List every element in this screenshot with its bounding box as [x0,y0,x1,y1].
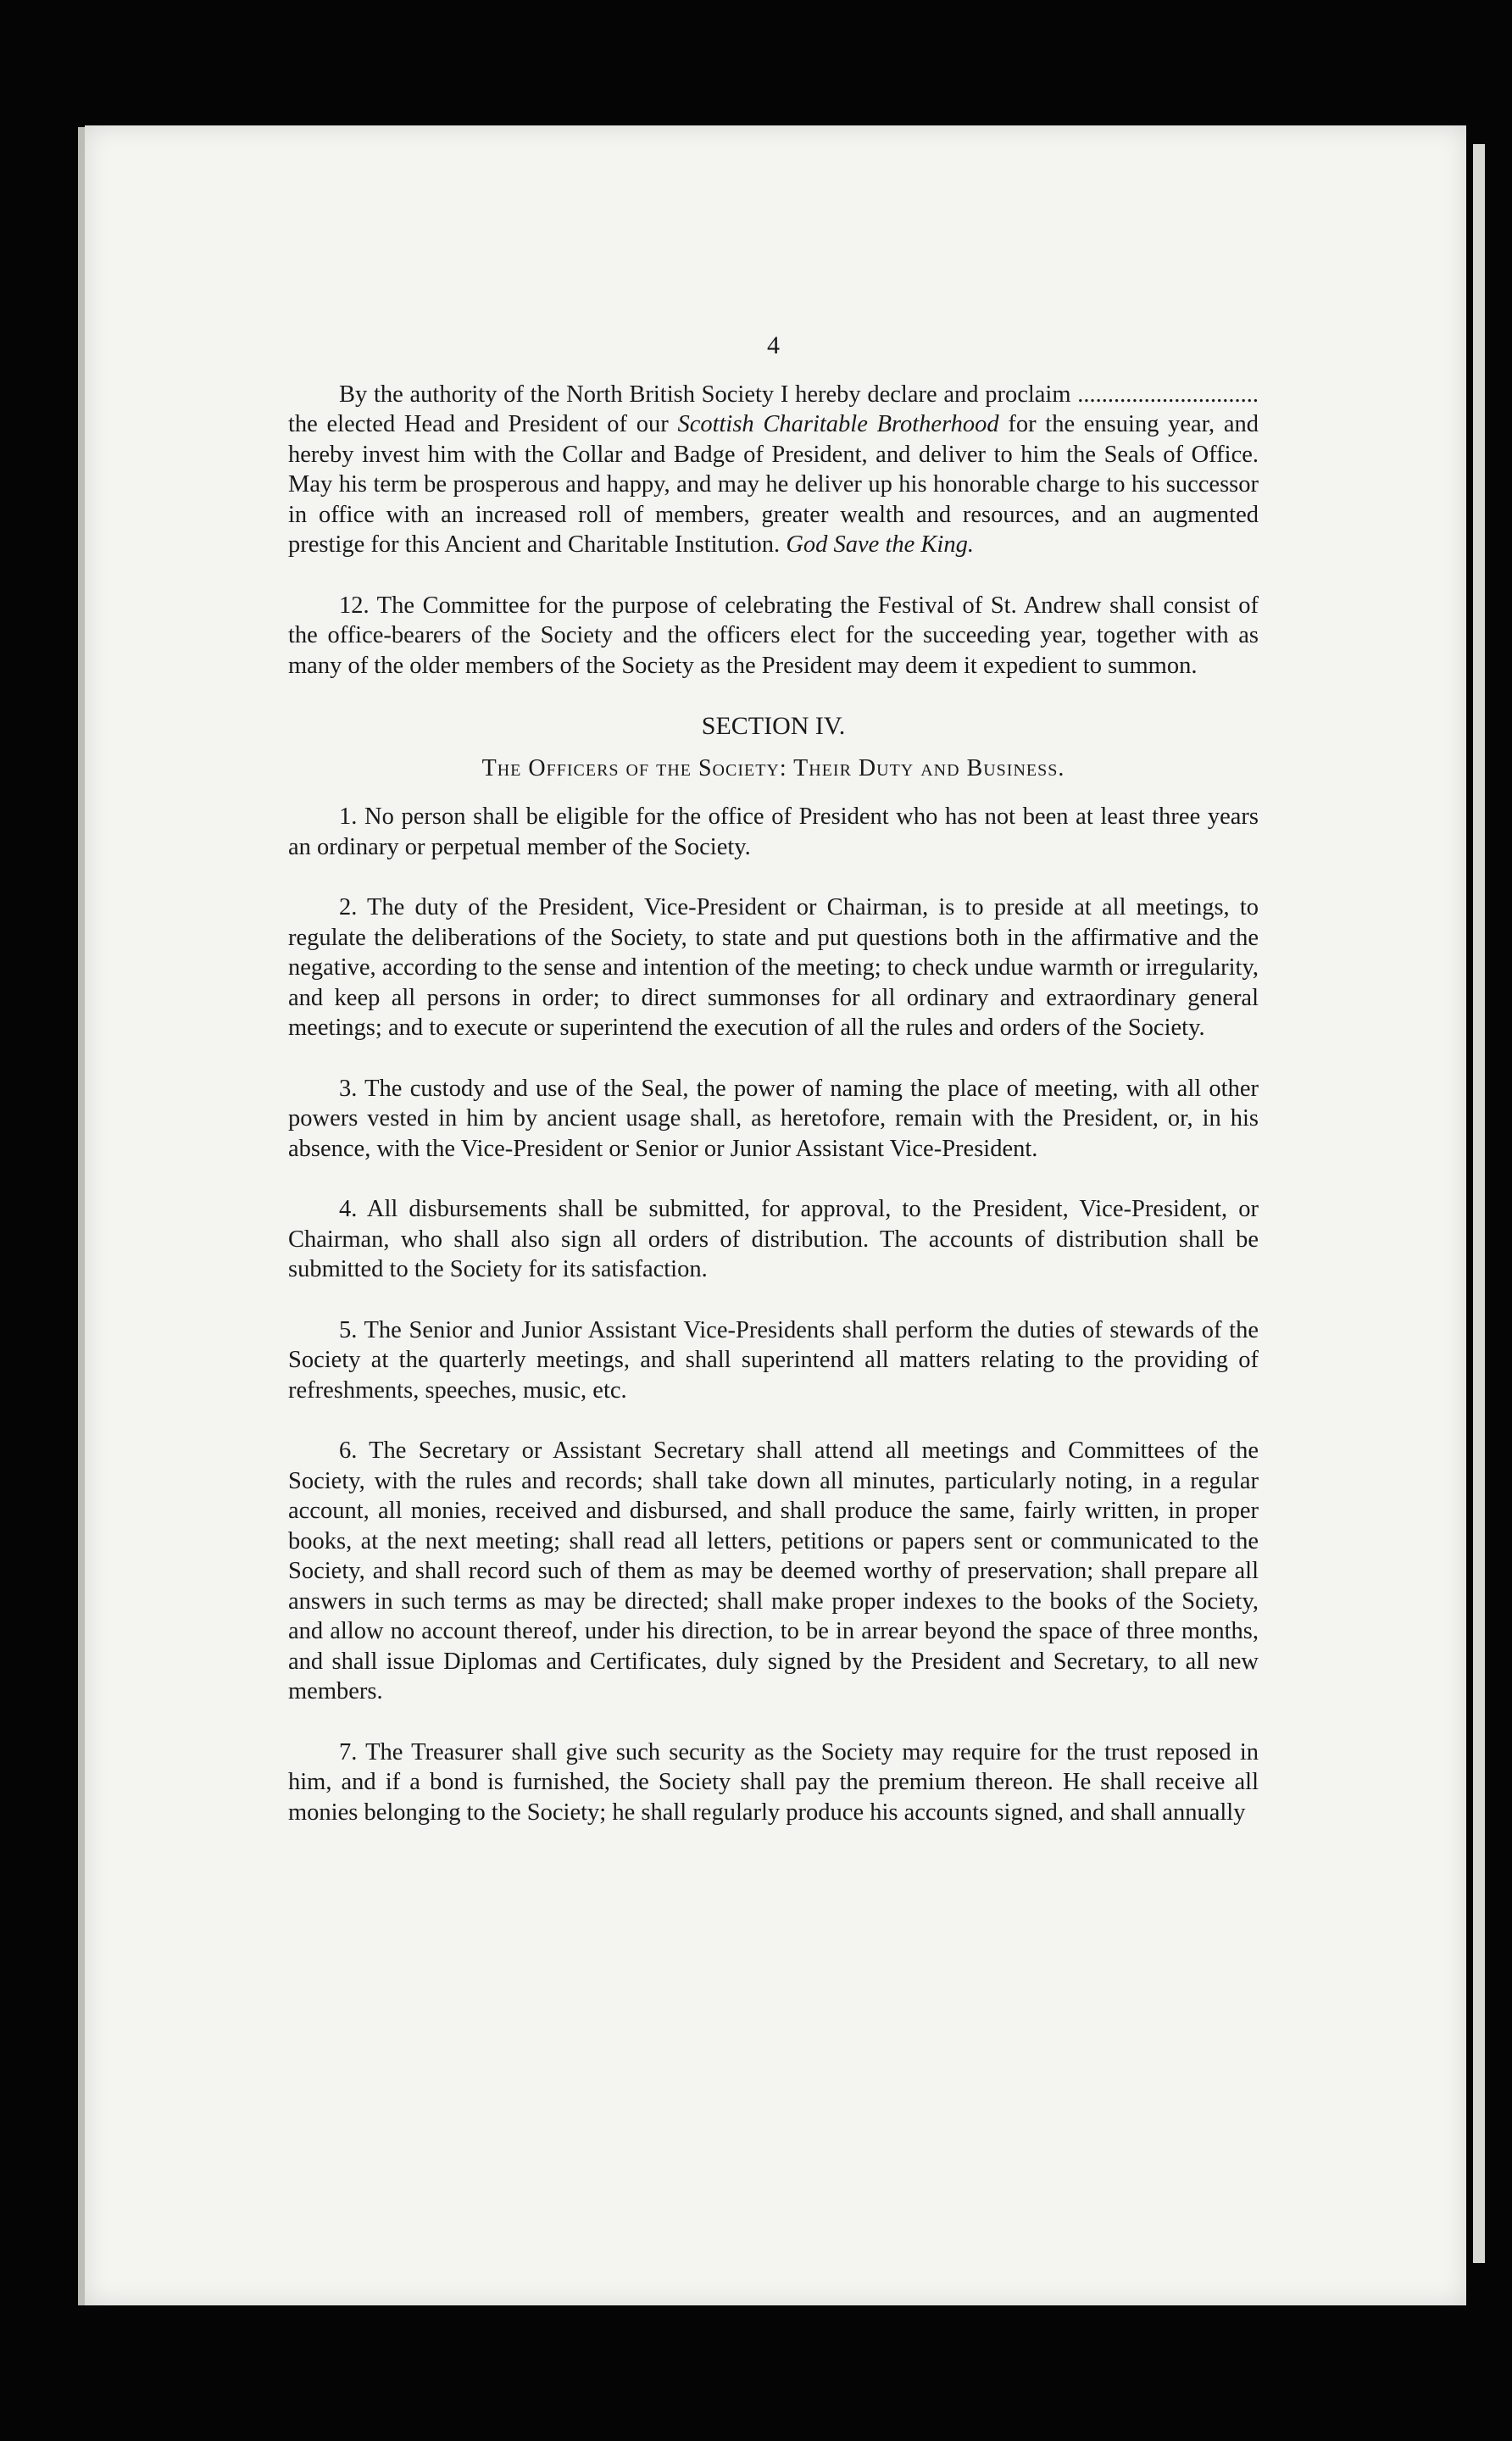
section-paragraph-3: 3. The custody and use of the Seal, the power of naming the place of meeting, with all other powers vested in him by ancient usage shall, as heretofore, remain with the President, or, in his absence, with the Vice-President or Senior or Junior Assistant Vice-President. [288,1075,1259,1162]
page-content [288,331,1259,1858]
page-right-edge [1473,144,1485,2263]
section-paragraph-5: 5. The Senior and Junior Assistant Vice-Presidents shall perform the duties of stewards of the Society at the quarterly meetings, and shall superintend all matters relating to the providing of refreshments, speeches, music, etc. [288,1316,1259,1404]
section-paragraph-2: 2. The duty of the President, Vice-President or Chairman, is to preside at all meetings, to regulate the deliberations of the Society, to state and put questions both in the affirmative and the negative, according to the sense and intention of the meeting; to check undue warmth or irregularity, and keep all persons in order; to direct summonses for all ordinary and extraordinary general meetings; and to execute or superintend the execution of all the rules and orders of the Society. [288,894,1259,1041]
page-left-edge [78,127,85,2305]
brotherhood-name: Scottish Charitable Brotherhood [677,411,999,437]
proclamation-closing: God Save the King. [786,531,974,558]
proclamation-text-3: for the ensuing year, and hereby invest him with the Collar and Badge of President, and deliver to him the Seals of Office. May his term be prosperous and happy, and may he deliver up his honorable charge to his successor in office with an increased roll of members, greater wealth and resources, and an augmented prestige for this Ancient and Charitable Institution. [288,411,1259,558]
proclamation-dots: .............................. [1070,381,1259,408]
section-paragraph-4: 4. All disbursements shall be submitted, for approval, to the President, Vice-President, or Chairman, who shall also sign all orders of distribution. The accounts of distribution shall be submitted to the Society for its satisfaction. [288,1196,1259,1282]
rule-12-paragraph: 12. The Committee for the purpose of celebrating the Festival of St. Andrew shall consist of the office-bearers of the Society and the officers elect for the succeeding year, together with as many of the older members of the Society as the President may deem it expedient to summon. [288,592,1259,679]
proclamation-text-1: By the authority of the North British Society I hereby declare and proclaim [339,381,1071,408]
section-paragraph-1: 1. No person shall be eligible for the office of President who has not been at least three years an ordinary or perpetual member of the Society. [288,803,1259,860]
section-subtitle: The Officers of the Society: Their Duty and Business. [481,754,1065,781]
proclamation-text-2: the elected Head and President of our [288,411,669,437]
section-paragraph-6: 6. The Secretary or Assistant Secretary shall attend all meetings and Committees of the Society, with the rules and records; shall take down all minutes, particularly noting, in a regular account, all monies, received and disbursed, and shall produce the same, fairly written, in proper books, at the next meeting; shall read all letters, petitions or papers sent or communicated to the Society, and shall record such of them as may be deemed worthy of preservation; shall prepare all answers in such terms as may be directed; shall make proper indexes to the books of the Society, and allow no account thereof, under his direction, to be in arrear beyond the space of three months, and shall issue Diplomas and Certificates, duly signed by the President and Secretary, to all new members. [288,1437,1259,1704]
proclamation-paragraph [288,380,1259,560]
page-number: 4 [767,331,780,359]
section-paragraph-7: 7. The Treasurer shall give such security as the Society may require for the trust reposed in him, and if a bond is furnished, the Society shall pay the premium thereon. He shall receive all monies belonging to the Society; he shall regularly produce his accounts signed, and shall annually [288,1738,1259,1826]
section-title: SECTION IV. [701,712,846,740]
